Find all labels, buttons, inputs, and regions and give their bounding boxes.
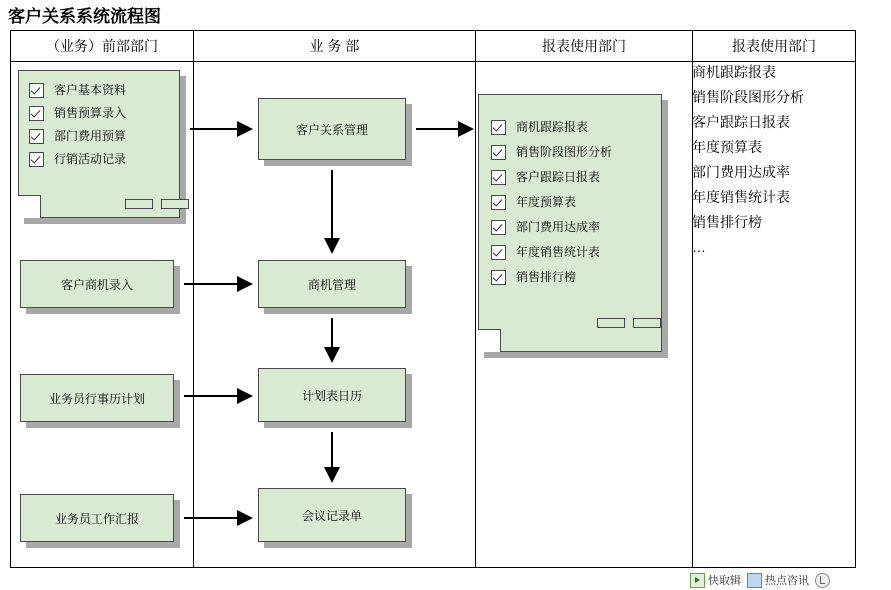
doc-button — [161, 199, 189, 209]
column-header-3: 报表使用部门 — [542, 38, 626, 54]
list-item-label: 销售排行榜 — [516, 270, 577, 284]
page-title: 客户关系系统流程图 — [8, 7, 161, 26]
list-item-label: 销售阶段图形分析 — [516, 145, 613, 159]
bottom-button-label: 快取辑 — [708, 575, 741, 587]
list-item-label: 年度预算表 — [516, 195, 577, 209]
list-item — [29, 148, 126, 171]
doc-fold-corner — [478, 329, 501, 352]
doc-button-strip — [125, 199, 189, 209]
list-item: 客户跟踪日报表 — [692, 114, 790, 130]
list-item — [491, 215, 612, 240]
list-item: 商机跟踪报表 — [692, 64, 776, 80]
mid-box-plan-calendar: 计划表日历 — [258, 368, 406, 422]
check-icon — [491, 270, 506, 285]
doc-button — [597, 318, 625, 328]
list-item: 销售阶段图形分析 — [692, 89, 804, 105]
list-item — [29, 102, 126, 125]
column-header-1: （业务）前部部门 — [46, 38, 158, 54]
column-header-2: 业 务 部 — [309, 38, 360, 54]
list-item — [29, 79, 126, 102]
check-icon — [29, 83, 44, 98]
doc-fold-corner — [18, 195, 41, 218]
check-icon — [491, 120, 506, 135]
list-item-label: 部门费用预算 — [54, 129, 127, 143]
list-item: 部门费用达成率 — [692, 164, 790, 180]
report-document-list — [491, 115, 612, 290]
left-box-salesperson-calendar: 业务员行事历计划 — [20, 374, 174, 422]
column-header-4: 报表使用部门 — [732, 38, 816, 54]
list-item: 销售排行榜 — [692, 214, 762, 230]
list-item — [491, 165, 612, 190]
check-icon — [491, 245, 506, 260]
doc-button — [633, 318, 661, 328]
list-item-label: 销售预算录入 — [54, 106, 127, 120]
bottom-button-hotnews[interactable] — [747, 572, 809, 588]
play-icon — [690, 573, 705, 588]
bottom-button-quickedit[interactable] — [690, 572, 741, 588]
list-item — [29, 125, 126, 148]
left-box-salesperson-report: 业务员工作汇报 — [20, 494, 174, 542]
check-icon — [29, 129, 44, 144]
list-item — [491, 115, 612, 140]
column-divider-1 — [193, 31, 194, 567]
list-item — [491, 240, 612, 265]
list-item: 年度销售统计表 — [692, 189, 790, 205]
left-document-list — [29, 79, 126, 171]
doc-button — [125, 199, 153, 209]
mid-box-crm: 客户关系管理 — [258, 98, 406, 160]
column-divider-2 — [475, 31, 476, 567]
check-icon — [491, 170, 506, 185]
bottom-button-clock[interactable] — [815, 573, 833, 588]
right-report-list — [692, 60, 804, 260]
mid-box-meeting-record: 会议记录单 — [258, 488, 406, 542]
left-box-customer-opportunity: 客户商机录入 — [20, 260, 174, 308]
list-item: … — [692, 239, 706, 255]
doc-button-strip — [597, 318, 661, 328]
list-item-label: 年度销售统计表 — [516, 245, 601, 259]
grid-icon — [747, 573, 762, 588]
list-item-label: 行销活动记录 — [54, 152, 127, 166]
list-item — [491, 140, 612, 165]
clock-icon — [815, 573, 830, 588]
list-item — [491, 265, 612, 290]
check-icon — [491, 220, 506, 235]
bottom-button-label: 热点咨讯 — [765, 575, 809, 587]
list-item-label: 客户基本资料 — [54, 83, 127, 97]
list-item: 年度预算表 — [692, 139, 762, 155]
mid-box-opportunity-mgmt: 商机管理 — [258, 260, 406, 308]
bottom-toolbar[interactable] — [690, 572, 833, 588]
list-item-label: 商机跟踪报表 — [516, 120, 589, 134]
check-icon — [29, 106, 44, 121]
check-icon — [491, 145, 506, 160]
check-icon — [491, 195, 506, 210]
left-input-document — [18, 70, 180, 218]
list-item — [491, 190, 612, 215]
report-document — [478, 94, 662, 352]
list-item-label: 客户跟踪日报表 — [516, 170, 601, 184]
check-icon — [29, 152, 44, 167]
list-item-label: 部门费用达成率 — [516, 220, 601, 234]
